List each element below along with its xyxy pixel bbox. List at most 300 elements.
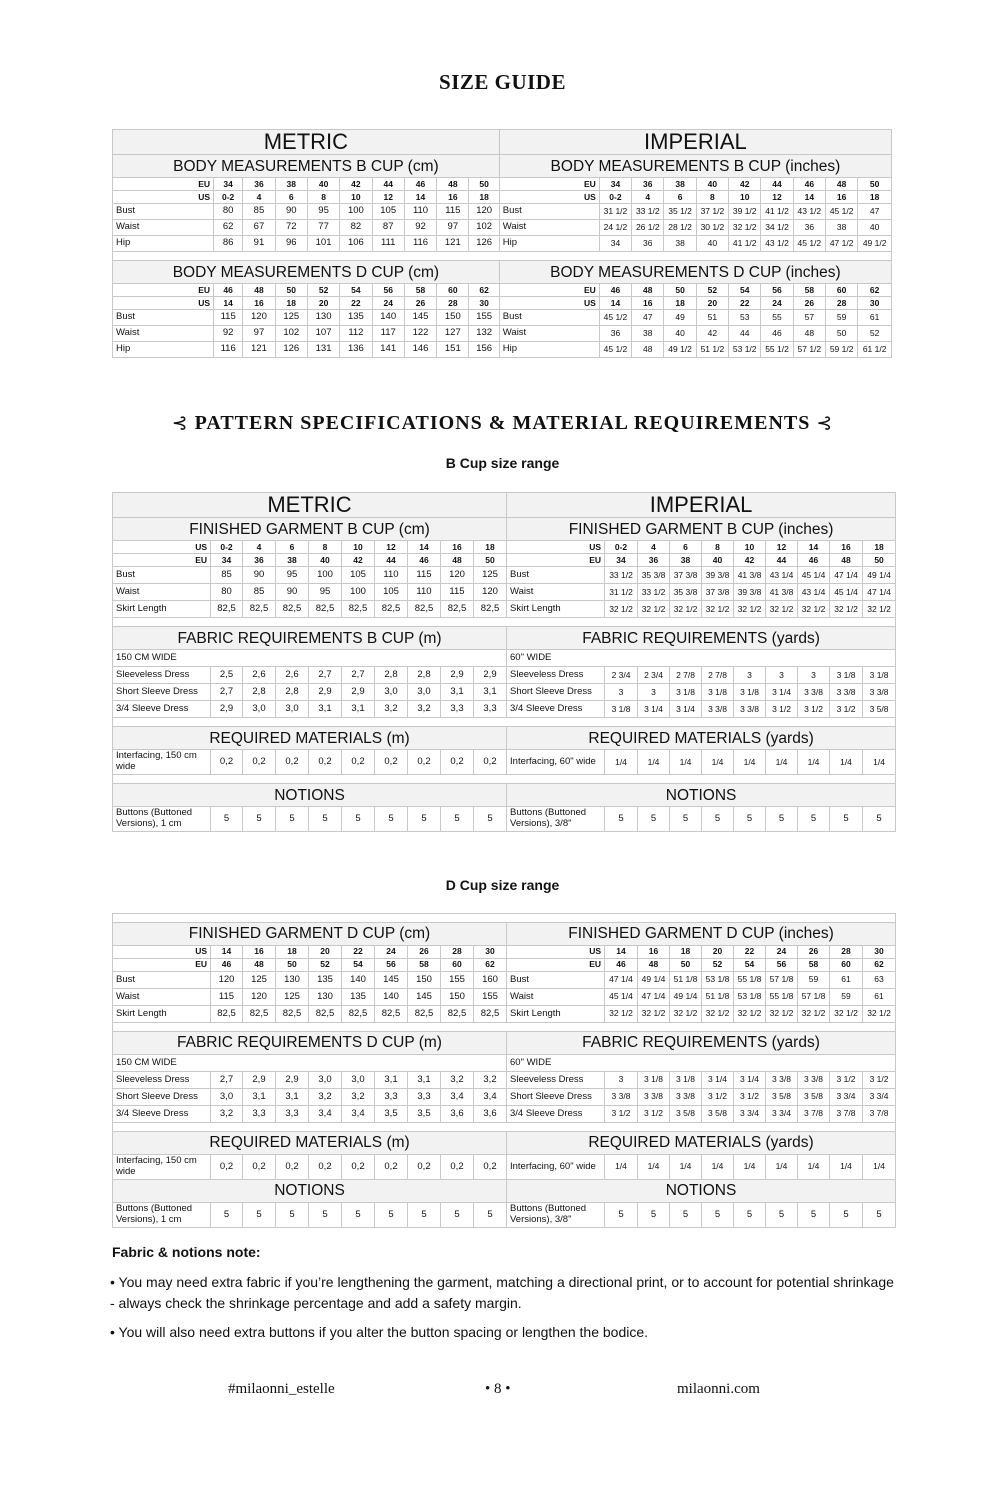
size-cell: 18 [664,297,696,310]
table-cell: 102 [275,326,307,342]
table-cell: 3,5 [375,1106,408,1123]
size-cell: 42 [729,178,761,191]
us-label: US [113,297,214,310]
row-label: Waist [113,584,211,601]
section-header-metric: BODY MEASUREMENTS D CUP (cm) [113,261,500,284]
table-cell: 47 1/4 [605,972,638,989]
table-cell: 145 [408,989,441,1006]
section-header [113,784,896,807]
size-cell: 44 [766,554,798,567]
size-cell: 12 [375,541,408,554]
row-label: Waist [113,326,214,342]
table-cell: 3,0 [243,701,276,718]
eu-label: EU [113,554,211,567]
table-cell: 45 1/2 [599,310,631,326]
table-cell: 85 [243,584,276,601]
table-cell: 53 1/8 [734,989,766,1006]
size-cell: 14 [605,946,638,959]
table-cell: 2,9 [474,667,507,684]
section-header-metric: NOTIONS [113,784,507,807]
spacer-cell [113,1023,896,1032]
table-cell: 3,0 [408,684,441,701]
size-cell: 14 [798,541,830,554]
table-row [113,178,892,191]
table-cell: 110 [404,204,436,220]
section-header-metric: NOTIONS [113,1180,507,1203]
table-cell: 5 [211,807,243,832]
table-cell: 132 [469,326,499,342]
table-cell: 117 [372,326,404,342]
size-cell: 48 [638,959,670,972]
size-cell: 48 [243,959,276,972]
size-cell: 44 [375,554,408,567]
size-cell: 50 [670,959,702,972]
table-cell: 3,2 [309,1089,342,1106]
size-cell: 62 [863,959,896,972]
table-cell: 31 1/2 [605,584,638,601]
table-cell: 32 1/2 [798,601,830,618]
section-header-imperial: REQUIRED MATERIALS (yards) [507,1132,896,1155]
table-cell: 82,5 [309,1006,342,1023]
table-cell: 39 3/8 [702,567,734,584]
table-cell: 120 [211,972,243,989]
size-cell: 48 [830,554,863,567]
table-cell: 126 [469,236,499,252]
table-cell: 1/4 [766,750,798,775]
table-cell: 130 [276,972,309,989]
table-cell: 141 [372,342,404,358]
size-cell: 62 [858,284,892,297]
table-cell: 33 1/2 [638,584,670,601]
table-cell: 32 1/2 [702,601,734,618]
size-cell: 26 [408,946,441,959]
table-cell: 0,2 [474,750,507,775]
table-cell: 32 1/2 [830,1006,863,1023]
table-row [113,1006,896,1023]
table-cell: 82,5 [243,601,276,618]
section-header [113,155,892,178]
table-cell: 3 3/8 [798,1072,830,1089]
table-cell: 49 1/2 [664,342,696,358]
size-cell: 58 [798,959,830,972]
table-row [113,1203,896,1228]
table-cell: 36 [632,236,664,252]
table-cell: 121 [437,236,469,252]
table-cell: 3 3/8 [766,1072,798,1089]
table-cell: 135 [340,310,372,326]
table-cell: 3 3/8 [734,701,766,718]
table-cell: 3,1 [276,1089,309,1106]
row-label: Hip [113,342,214,358]
size-cell: 42 [342,554,375,567]
table-cell: 57 1/8 [766,972,798,989]
size-cell: 24 [375,946,408,959]
table-cell: 0,2 [243,1155,276,1180]
size-cell: 14 [214,297,243,310]
table-cell: 95 [309,584,342,601]
table-cell: 110 [375,567,408,584]
table-cell: 45 1/4 [830,584,863,601]
note-paragraph-2: • You will also need extra buttons if you alter the button spacing or lengthen the bodice. [110,1324,649,1340]
b-cup-range-title: B Cup size range [445,455,560,471]
size-cell: 58 [404,284,436,297]
table-row [113,236,892,252]
table-cell: 40 [696,236,728,252]
table-cell: 32 1/2 [863,1006,896,1023]
table-cell: 5 [830,807,863,832]
table-cell: 100 [342,584,375,601]
table-cell: 3 1/2 [830,701,863,718]
table-cell: 49 [664,310,696,326]
table-cell: 1/4 [638,1155,670,1180]
row-label: Skirt Length [113,1006,211,1023]
row-label: Interfacing, 60" wide [507,1155,605,1180]
size-cell: 50 [858,178,892,191]
d-cup-range-title: D Cup size range [445,877,560,893]
row-label: Interfacing, 150 cm wide [113,1155,211,1180]
table-cell: 91 [243,236,275,252]
table-cell: 96 [275,236,307,252]
table-cell: 2,6 [243,667,276,684]
table-cell: 2,7 [309,667,342,684]
table-cell: 3,3 [474,701,507,718]
unit-header-metric: METRIC [113,493,507,518]
table-cell: 5 [474,807,507,832]
section-header-metric: BODY MEASUREMENTS B CUP (cm) [113,155,500,178]
table-cell: 52 [858,326,892,342]
section-header [113,727,896,750]
row-label: Waist [113,220,214,236]
table-cell: 2,9 [243,1072,276,1089]
note-paragraph-1: • You may need extra fabric if you’re lengthening the garment, matching a directional print, or to account for potential shrinkage - always check the shrinkage percentage and add a safety margin. [110,1274,894,1311]
table-cell: 59 1/2 [825,342,857,358]
section-header-imperial: FINISHED GARMENT B CUP (inches) [507,518,896,541]
row-label: Hip [113,236,214,252]
size-cell: 12 [372,191,404,204]
table-cell: 82,5 [375,1006,408,1023]
spacer-cell [113,914,896,923]
table-cell: 115 [408,567,441,584]
table-cell: 49 1/2 [858,236,892,252]
table-cell: 3,2 [211,1106,243,1123]
size-cell: 46 [211,959,243,972]
size-cell: 8 [702,541,734,554]
table-cell: 3,2 [441,1072,474,1089]
table-cell: 5 [408,1203,441,1228]
table-cell: 82,5 [211,1006,243,1023]
fabric-width-row [113,1055,896,1072]
size-cell: 4 [632,191,664,204]
size-cell: 54 [734,959,766,972]
size-cell: 44 [761,178,793,191]
row-label: Short Sleeve Dress [113,684,211,701]
table-cell: 77 [307,220,339,236]
size-cell: 40 [702,554,734,567]
table-cell: 3,4 [342,1106,375,1123]
table-cell: 82,5 [474,601,507,618]
table-spacer [113,775,896,784]
row-label: Bust [113,567,211,584]
size-cell: 12 [761,191,793,204]
table-spacer [113,914,896,923]
table-row [113,1072,896,1089]
table-cell: 100 [340,204,372,220]
table-cell: 136 [340,342,372,358]
table-cell: 0,2 [375,750,408,775]
table-cell: 5 [638,1203,670,1228]
table-row [113,310,892,326]
size-cell: 50 [276,959,309,972]
size-cell: 28 [437,297,469,310]
table-cell: 32 1/2 [638,601,670,618]
table-cell: 47 [858,204,892,220]
table-row [113,584,896,601]
unit-header-imperial: IMPERIAL [507,493,896,518]
row-label: Waist [113,989,211,1006]
size-cell: 20 [696,297,728,310]
size-cell: 38 [275,178,307,191]
table-cell: 160 [474,972,507,989]
unit-header-imperial: IMPERIAL [499,130,891,155]
table-cell: 51 1/2 [696,342,728,358]
size-cell: 36 [243,178,275,191]
size-cell: 6 [275,191,307,204]
table-cell: 82,5 [211,601,243,618]
table-cell: 3,1 [408,1072,441,1089]
table-cell: 3 [798,667,830,684]
table-cell: 3 3/4 [863,1089,896,1106]
row-label: Sleeveless Dress [507,1072,605,1089]
fabric-width-row [113,650,896,667]
table-row [113,959,896,972]
size-cell: 10 [342,541,375,554]
size-cell: 38 [670,554,702,567]
section-header-imperial: BODY MEASUREMENTS B CUP (inches) [499,155,891,178]
table-cell: 3 1/2 [798,701,830,718]
table-cell: 3 5/8 [798,1089,830,1106]
table-cell: 3 [766,667,798,684]
size-cell: 46 [404,178,436,191]
table-cell: 48 [632,342,664,358]
size-cell: 28 [825,297,857,310]
table-cell: 3 7/8 [863,1106,896,1123]
row-label: Short Sleeve Dress [113,1089,211,1106]
table-cell: 3,2 [474,1072,507,1089]
table-cell: 5 [309,1203,342,1228]
table-cell: 1/4 [670,1155,702,1180]
row-label: Bust [113,204,214,220]
section-header-imperial: REQUIRED MATERIALS (yards) [507,727,896,750]
row-label: Skirt Length [507,601,605,618]
table-cell: 3 1/2 [638,1106,670,1123]
size-cell: 24 [372,297,404,310]
table-cell: 57 1/2 [793,342,825,358]
table-cell: 115 [441,584,474,601]
table-cell: 3 3/8 [863,684,896,701]
size-cell: 16 [243,946,276,959]
table-spacer [113,252,892,261]
table-cell: 90 [243,567,276,584]
table-cell: 1/4 [670,750,702,775]
table-cell: 0,2 [211,750,243,775]
table-cell: 47 1/4 [638,989,670,1006]
table-cell: 105 [372,204,404,220]
size-cell: 14 [211,946,243,959]
table-cell: 33 1/2 [632,204,664,220]
table-cell: 82,5 [309,601,342,618]
table-cell: 100 [309,567,342,584]
size-cell: 50 [275,284,307,297]
table-cell: 53 [729,310,761,326]
us-label: US [499,297,599,310]
section-header [113,1032,896,1055]
table-cell: 1/4 [605,750,638,775]
table-cell: 2,7 [211,1072,243,1089]
table-cell: 55 [761,310,793,326]
table-cell: 125 [276,989,309,1006]
table-cell: 101 [307,236,339,252]
table-cell: 135 [309,972,342,989]
fabric-width-row-imperial: 60" WIDE [507,650,896,667]
table-cell: 120 [243,310,275,326]
size-cell: 54 [729,284,761,297]
table-cell: 5 [670,807,702,832]
page-title: SIZE GUIDE [439,70,566,94]
table-cell: 31 1/2 [599,204,631,220]
row-label: Interfacing, 150 cm wide [113,750,211,775]
table-cell: 5 [798,1203,830,1228]
row-label: Bust [113,310,214,326]
row-label: 3/4 Sleeve Dress [113,701,211,718]
row-label: Buttons (Buttoned Versions), 3/8" [507,1203,605,1228]
size-cell: 46 [599,284,631,297]
table-cell: 82,5 [342,601,375,618]
table-cell: 40 [664,326,696,342]
size-cell: 60 [825,284,857,297]
table-cell: 5 [638,807,670,832]
table-cell: 5 [243,1203,276,1228]
spacer-cell [113,252,892,261]
table-cell: 35 3/8 [670,584,702,601]
table-cell: 82,5 [375,601,408,618]
size-cell: 18 [863,541,896,554]
size-cell: 4 [638,541,670,554]
size-cell: 28 [441,946,474,959]
section-header [113,518,896,541]
table-cell: 111 [372,236,404,252]
table-cell: 3 1/2 [830,1072,863,1089]
table-cell: 49 1/4 [638,972,670,989]
table-cell: 53 1/2 [729,342,761,358]
table-cell: 120 [243,989,276,1006]
size-cell: 34 [214,178,243,191]
table-row [113,297,892,310]
table-cell: 1/4 [605,1155,638,1180]
table-cell: 115 [437,204,469,220]
table-cell: 3 3/4 [734,1106,766,1123]
table-cell: 126 [275,342,307,358]
size-cell: 16 [441,541,474,554]
table-cell: 82,5 [474,1006,507,1023]
row-label: 3/4 Sleeve Dress [113,1106,211,1123]
table-cell: 32 1/2 [766,1006,798,1023]
table-cell: 116 [214,342,243,358]
table-cell: 2,6 [276,667,309,684]
table-row [113,1089,896,1106]
table-cell: 150 [441,989,474,1006]
size-cell: 42 [734,554,766,567]
table-cell: 2,9 [441,667,474,684]
table-cell: 145 [404,310,436,326]
section-header-imperial: FINISHED GARMENT D CUP (inches) [507,923,896,946]
table-cell: 140 [375,989,408,1006]
section-title-text: PATTERN SPECIFICATIONS & MATERIAL REQUIREMENTS [194,412,811,434]
table-cell: 3 5/8 [670,1106,702,1123]
size-cell: 16 [638,946,670,959]
size-cell: 14 [408,541,441,554]
table-cell: 155 [469,310,499,326]
size-cell: 16 [437,191,469,204]
table-cell: 3 5/8 [863,701,896,718]
table-cell: 0,2 [309,1155,342,1180]
row-label: Skirt Length [507,1006,605,1023]
table-cell: 43 1/2 [761,236,793,252]
table-cell: 82,5 [408,601,441,618]
table-cell: 38 [632,326,664,342]
table-cell: 32 1/2 [605,1006,638,1023]
table-cell: 59 [830,989,863,1006]
table-cell: 120 [441,567,474,584]
us-label: US [507,541,605,554]
table-cell: 55 1/8 [766,989,798,1006]
table-cell: 47 1/4 [863,584,896,601]
table-cell: 3,1 [474,684,507,701]
table-cell: 5 [605,807,638,832]
table-row [113,567,896,584]
table-cell: 2,8 [243,684,276,701]
size-cell: 20 [702,946,734,959]
table-cell: 5 [766,807,798,832]
size-cell: 10 [340,191,372,204]
table-cell: 55 1/2 [761,342,793,358]
table-cell: 38 [664,236,696,252]
row-label: Bust [507,972,605,989]
table-cell: 5 [863,1203,896,1228]
size-cell: 28 [830,946,863,959]
table-cell: 0,2 [211,1155,243,1180]
size-cell: 48 [437,178,469,191]
table-cell: 45 1/4 [798,567,830,584]
size-cell: 62 [469,284,499,297]
size-cell: 6 [670,541,702,554]
table-cell: 37 3/8 [702,584,734,601]
table-cell: 95 [307,204,339,220]
d-cup-spec-table [112,913,896,1228]
table-cell: 3 3/4 [830,1089,863,1106]
table-cell: 3,3 [408,1089,441,1106]
eu-label: EU [507,959,605,972]
size-cell: 40 [696,178,728,191]
size-cell: 0-2 [214,191,243,204]
table-cell: 3,2 [375,701,408,718]
table-cell: 125 [474,567,507,584]
spacer-cell [113,618,896,627]
table-cell: 3,3 [276,1106,309,1123]
table-cell: 45 1/2 [825,204,857,220]
table-cell: 135 [342,989,375,1006]
table-spacer [113,1123,896,1132]
table-cell: 82,5 [276,601,309,618]
